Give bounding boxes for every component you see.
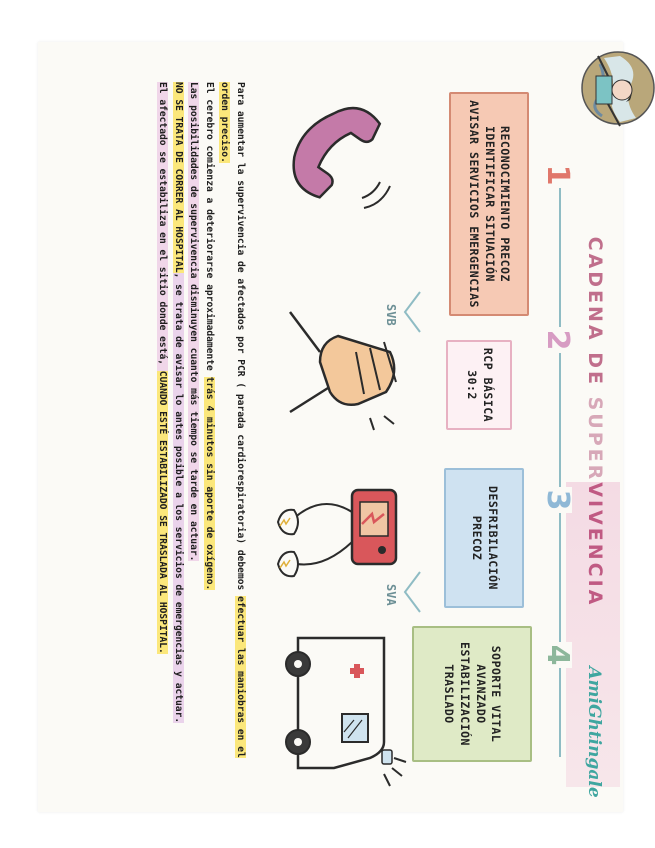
paragraph-2 <box>201 82 217 782</box>
step-4-line-2: AVANZADO <box>473 664 488 724</box>
brand-signature: AmiGhtingale <box>584 666 604 798</box>
step-3-line-1: DESFRIBILACIÓN <box>485 486 500 590</box>
step-2-line-1: RCP BÁSICA <box>480 347 495 423</box>
paragraph-2-highlight: trás 4 minutos sin aporte de oxígeno. <box>203 376 215 591</box>
step-4-line-4: TRASLADO <box>442 664 457 724</box>
step-3-line-2: PRECOZ <box>470 515 484 561</box>
step-2-box <box>446 340 512 430</box>
step-number-1: 1 <box>540 164 575 186</box>
title-part-3: VIVENCIA <box>584 482 606 608</box>
svb-label: SVB <box>384 304 398 326</box>
step-4-line-1: SOPORTE VITAL <box>489 645 504 743</box>
step-3-box <box>444 468 524 608</box>
paragraph-4-highlight: NO SE TRATA DE CORRER AL HOSPITAL <box>172 82 184 273</box>
paragraph-5-highlight: CUANDO ESTÉ ESTABILIZADO SE TRASLADA AL HOSPITAL. <box>157 370 169 654</box>
title-part-2: SUPER <box>584 396 606 483</box>
title-part-1: CADENA DE <box>584 236 606 397</box>
step-1-line-3: AVISAR SERVICIOS EMERGENCIAS <box>467 100 482 308</box>
infographic <box>42 52 620 807</box>
paragraph-1 <box>217 82 248 782</box>
step-1-box <box>449 92 529 316</box>
phone-icon <box>285 103 391 208</box>
ambulance-icon <box>286 638 406 786</box>
defibrillator-icon <box>278 490 396 576</box>
paragraph-3 <box>186 82 202 782</box>
step-number-3: 3 <box>540 489 575 511</box>
step-4-box <box>412 626 532 762</box>
body-text <box>155 82 248 782</box>
step-number-2: 2 <box>540 329 575 351</box>
paragraph-5-a: El afectado se estabiliza en el sitio donde está, <box>157 82 169 371</box>
paragraph-5 <box>155 82 171 782</box>
sva-label: SVA <box>384 584 398 606</box>
step-number-4: 4 <box>540 644 575 666</box>
chain-timeline <box>42 52 620 807</box>
hands-cpr-icon <box>290 312 396 430</box>
step-1-line-1: RECONOCIMIENTO PRECOZ <box>498 126 513 282</box>
step-2-line-2: 30:2 <box>465 370 479 400</box>
paragraph-1-a: Para aumentar la supervivencia de afectados por PCR ( parada cardiorespiratoria) debemos <box>235 82 246 597</box>
step-4-line-3: ESTABILIZACIÓN <box>458 642 472 746</box>
paragraph-4 <box>170 82 186 782</box>
paragraph-4-b: , se trata de avisar lo antes posible a los servicios de emergencias y actuar. <box>172 272 184 724</box>
step-1-line-2: IDENTIFICAR SITUACIÓN <box>482 126 497 282</box>
paragraph-3-highlight: Las posibilidades de supervivencia disminuyen cuanto más tiempo se tarde en actuar. <box>188 82 200 562</box>
paragraph-1-highlight: efectuar las maniobras en el orden preciso. <box>219 82 246 758</box>
paragraph-2-a: El cerebro comienza a deteriorarse aproximadamente <box>203 82 215 377</box>
svb-bracket <box>405 292 420 332</box>
sva-bracket <box>405 572 420 612</box>
